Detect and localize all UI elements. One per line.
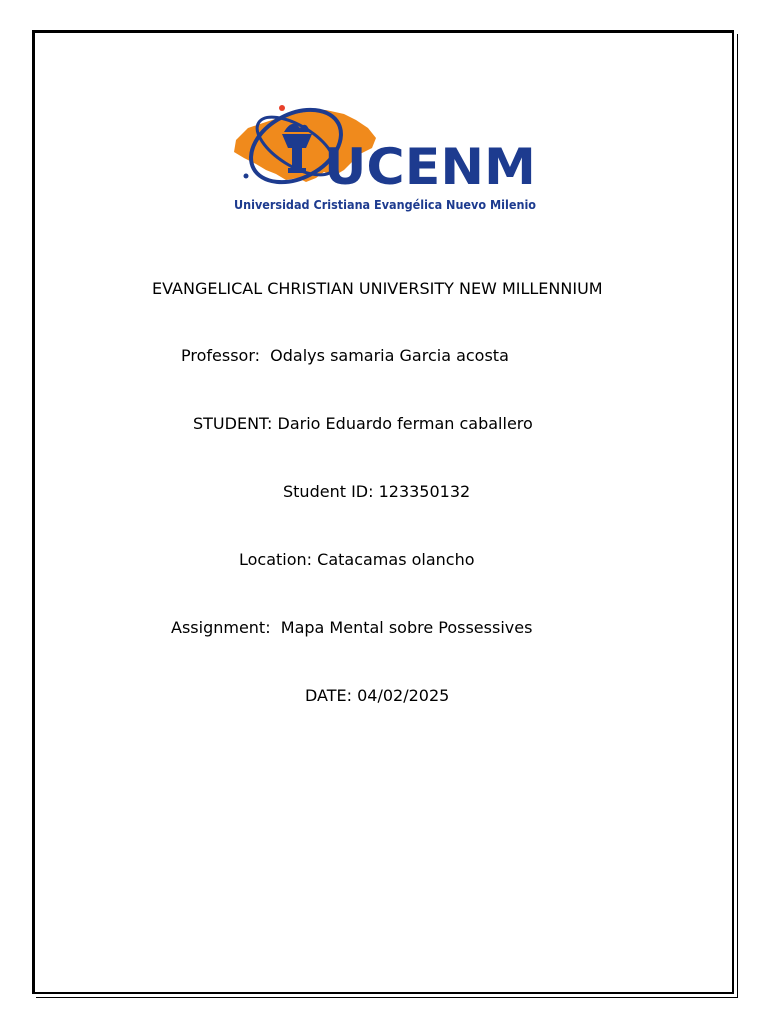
navy-dot (244, 174, 249, 179)
date-line: DATE: 04/02/2025 (305, 686, 450, 705)
logo-wordmark: UCENM (324, 138, 536, 196)
ucenm-logo (226, 98, 546, 220)
university-name: EVANGELICAL CHRISTIAN UNIVERSITY NEW MILLENNIUM (152, 279, 603, 298)
student-line: STUDENT: Dario Eduardo ferman caballero (193, 414, 533, 433)
location-line: Location: Catacamas olancho (239, 550, 475, 569)
professor-line: Professor: Odalys samaria Garcia acosta (181, 346, 509, 365)
student-id-line: Student ID: 123350132 (283, 482, 471, 501)
red-dot (279, 105, 285, 111)
logo-tagline: Universidad Cristiana Evangélica Nuevo Milenio (234, 198, 536, 212)
ucenm-logo-graphic (226, 98, 546, 220)
assignment-line: Assignment: Mapa Mental sobre Possessives (171, 618, 533, 637)
